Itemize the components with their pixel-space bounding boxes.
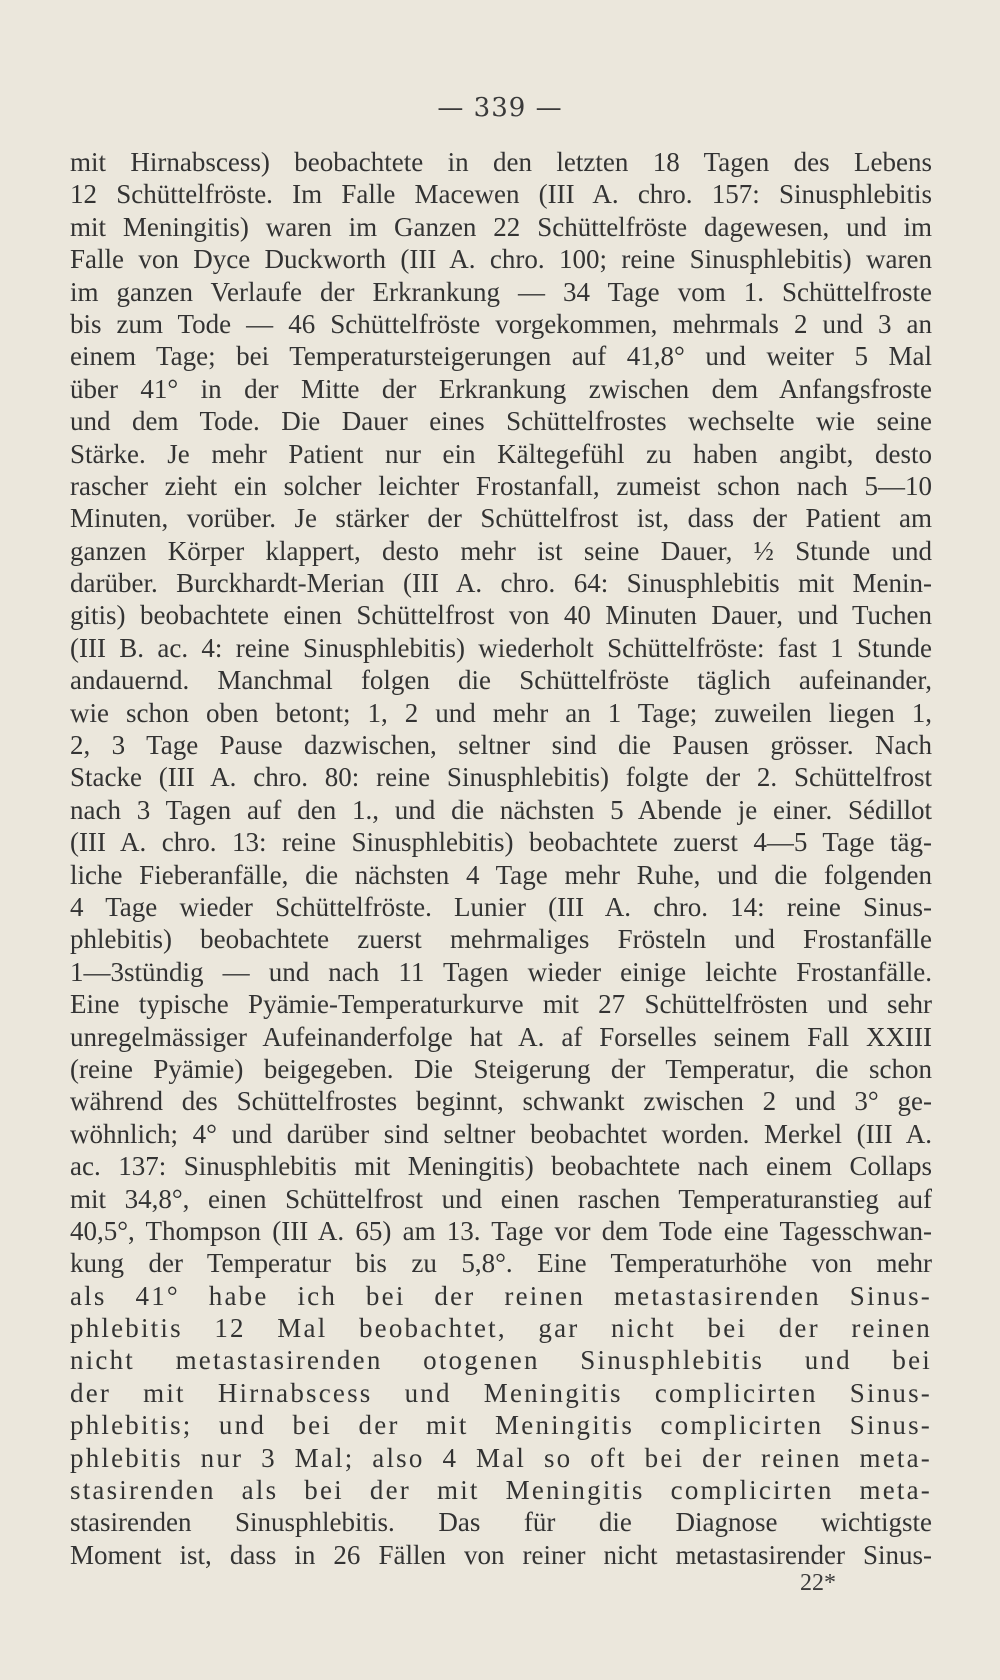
text-line: Falle von Dyce Duckworth (III A. chro. 100; reine Sinusphlebitis) waren: [70, 244, 932, 275]
text-line: (III A. chro. 13: reine Sinusphlebitis) beobachtete zuerst 4—5 Tage täg-: [70, 827, 932, 858]
text-line: phlebitis nur 3 Mal; also 4 Mal so oft bei der reinen meta-: [70, 1442, 932, 1473]
text-line: mit 34,8°, einen Schüttelfrost und einen raschen Temperaturanstieg auf: [70, 1183, 932, 1214]
text-line: während des Schüttelfrostes beginnt, schwankt zwischen 2 und 3° ge-: [70, 1086, 932, 1117]
text-line: andauernd. Manchmal folgen die Schüttelfröste täglich aufeinander,: [70, 665, 932, 696]
text-line: einem Tage; bei Temperatursteigerungen auf 41,8° und weiter 5 Mal: [70, 341, 932, 372]
text-line: nach 3 Tagen auf den 1., und die nächsten 5 Abende je einer. Sédillot: [70, 794, 932, 825]
text-line: gitis) beobachtete einen Schüttelfrost von 40 Minuten Dauer, und Tuchen: [70, 600, 932, 631]
text-line: im ganzen Verlaufe der Erkrankung — 34 Tage vom 1. Schüttelfroste: [70, 276, 932, 307]
text-line: wöhnlich; 4° und darüber sind seltner beobachtet worden. Merkel (III A.: [70, 1118, 932, 1149]
text-line: phlebitis 12 Mal beobachtet, gar nicht bei der reinen: [70, 1313, 932, 1344]
text-line: unregelmässiger Aufeinanderfolge hat A. af Forselles seinem Fall XXIII: [70, 1021, 932, 1052]
text-line: ac. 137: Sinusphlebitis mit Meningitis) beobachtete nach einem Collaps: [70, 1151, 932, 1182]
text-line: Stärke. Je mehr Patient nur ein Kältegefühl zu haben angibt, desto: [70, 438, 932, 469]
text-line: darüber. Burckhardt-Merian (III A. chro. 64: Sinusphlebitis mit Menin-: [70, 568, 932, 599]
text-line: bis zum Tode — 46 Schüttelfröste vorgekommen, mehrmals 2 und 3 an: [70, 308, 932, 339]
text-line: phlebitis; und bei der mit Meningitis complicirten Sinus-: [70, 1410, 932, 1441]
text-line: über 41° in der Mitte der Erkrankung zwischen dem Anfangsfroste: [70, 373, 932, 404]
text-line: Stacke (III A. chro. 80: reine Sinusphlebitis) folgte der 2. Schüttelfrost: [70, 762, 932, 793]
text-line: 1—3stündig — und nach 11 Tagen wieder einige leichte Frostanfälle.: [70, 956, 932, 987]
text-line: wie schon oben betont; 1, 2 und mehr an 1 Tage; zuweilen liegen 1,: [70, 697, 932, 728]
text-line: 4 Tage wieder Schüttelfröste. Lunier (III A. chro. 14: reine Sinus-: [70, 891, 932, 922]
text-line: stasirenden als bei der mit Meningitis complicirten meta-: [70, 1475, 932, 1506]
text-line: liche Fieberanfälle, die nächsten 4 Tage mehr Ruhe, und die folgenden: [70, 859, 932, 890]
text-line: (III B. ac. 4: reine Sinusphlebitis) wiederholt Schüttelfröste: fast 1 Stunde: [70, 632, 932, 663]
page-number: — 339 —: [437, 93, 563, 123]
text-line: mit Meningitis) waren im Ganzen 22 Schüttelfröste dagewesen, und im: [70, 211, 932, 242]
text-line: kung der Temperatur bis zu 5,8°. Eine Temperaturhöhe von mehr: [70, 1248, 932, 1279]
text-line: Eine typische Pyämie-Temperaturkurve mit 27 Schüttelfrösten und sehr: [70, 989, 932, 1020]
text-line: 12 Schüttelfröste. Im Falle Macewen (III A. chro. 157: Sinusphlebitis: [70, 179, 932, 210]
text-line: phlebitis) beobachtete zuerst mehrmaliges Frösteln und Frostanfälle: [70, 924, 932, 955]
text-line: als 41° habe ich bei der reinen metastasirenden Sinus-: [70, 1280, 932, 1311]
text-line: der mit Hirnabscess und Meningitis complicirten Sinus-: [70, 1377, 932, 1408]
text-line: stasirenden Sinusphlebitis. Das für die Diagnose wichtigste: [70, 1507, 932, 1538]
text-line: rascher zieht ein solcher leichter Frostanfall, zumeist schon nach 5—10: [70, 470, 932, 501]
text-line: (reine Pyämie) beigegeben. Die Steigerung der Temperatur, die schon: [70, 1053, 932, 1084]
text-line: ganzen Körper klappert, desto mehr ist seine Dauer, ½ Stunde und: [70, 535, 932, 566]
body-text: [70, 146, 932, 1571]
text-line: 2, 3 Tage Pause dazwischen, seltner sind die Pausen grösser. Nach: [70, 730, 932, 761]
text-line: und dem Tode. Die Dauer eines Schüttelfrostes wechselte wie seine: [70, 406, 932, 437]
text-line: Minuten, vorüber. Je stärker der Schüttelfrost ist, dass der Patient am: [70, 503, 932, 534]
text-line: mit Hirnabscess) beobachtete in den letzten 18 Tagen des Lebens: [70, 147, 932, 177]
signature-mark: 22*: [800, 1570, 836, 1596]
text-line: Moment ist, dass in 26 Fällen von reiner nicht metastasirender Sinus-: [70, 1539, 932, 1570]
text-line: 40,5°, Thompson (III A. 65) am 13. Tage vor dem Tode eine Tagesschwan-: [70, 1215, 932, 1246]
text-line: nicht metastasirenden otogenen Sinusphlebitis und bei: [70, 1345, 932, 1376]
